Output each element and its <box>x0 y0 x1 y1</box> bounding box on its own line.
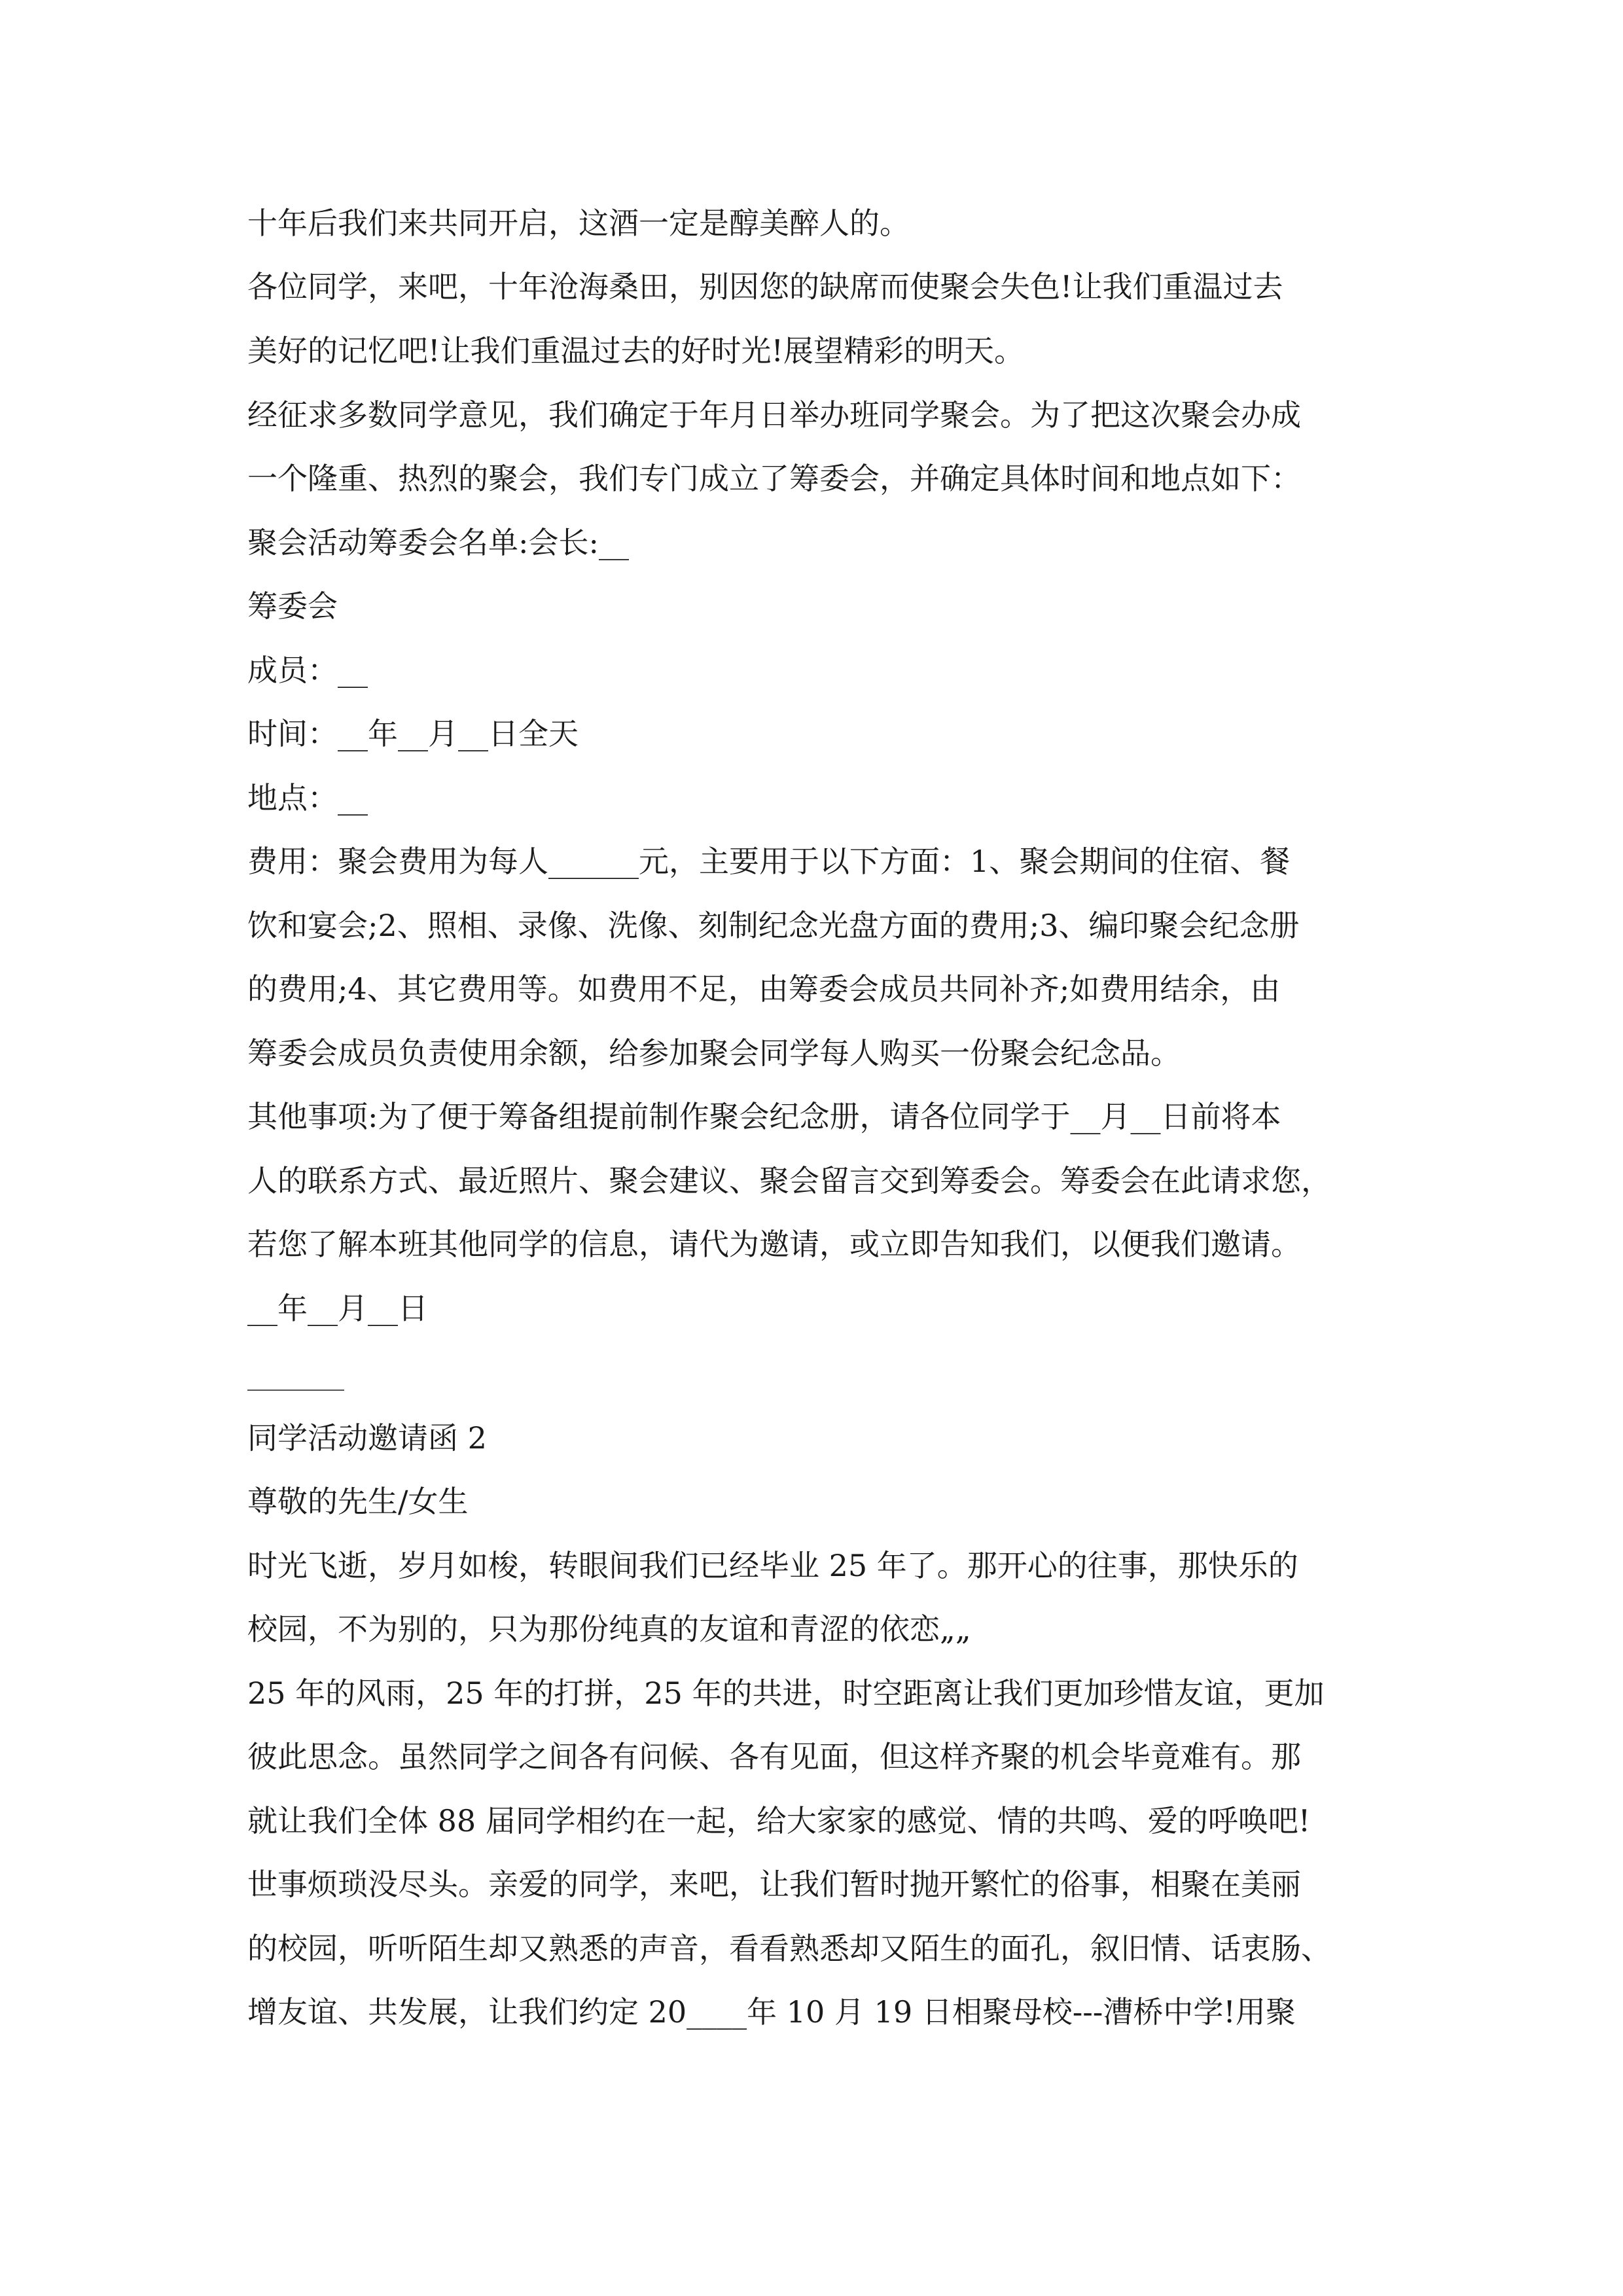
paragraph-line: 各位同学，来吧，十年沧海桑田，别因您的缺席而使聚会失色!让我们重温过去 <box>247 269 1283 304</box>
paragraph-line: 美好的记忆吧!让我们重温过去的好时光!展望精彩的明天。 <box>247 333 1024 368</box>
paragraph-line: 彼此思念。虽然同学之间各有问候、各有见面，但这样齐聚的机会毕竟难有。那 <box>247 1739 1301 1774</box>
paragraph-line: 一个隆重、热烈的聚会，我们专门成立了筹委会，并确定具体时间和地点如下： <box>247 461 1301 496</box>
paragraph-line: 就让我们全体 88 届同学相约在一起，给大家家的感觉、情的共鸣、爱的呼唤吧! <box>247 1803 1311 1839</box>
paragraph-line: 经征求多数同学意见，我们确定于年月日举办班同学聚会。为了把这次聚会办成 <box>247 397 1301 433</box>
paragraph-line: 增友谊、共发展，让我们约定 20____年 10 月 19 日相聚母校---漕桥中学!用聚 <box>247 1994 1296 2030</box>
fee-line: 费用：聚会费用为每人______元，主要用于以下方面：1、聚会期间的住宿、餐 <box>247 844 1291 879</box>
date-line: __年__月__日 <box>247 1291 428 1326</box>
paragraph-line: 25 年的风雨，25 年的打拼，25 年的共进，时空距离让我们更加珍惜友谊，更加 <box>247 1676 1325 1711</box>
fee-line: 饮和宴会;2、照相、录像、洗像、刻制纪念光盘方面的费用;3、编印聚会纪念册 <box>247 908 1300 943</box>
paragraph-line: 世事烦琐没尽头。亲爱的同学，来吧，让我们暂时抛开繁忙的俗事，相聚在美丽 <box>247 1867 1301 1902</box>
salutation-line: 尊敬的先生/女生 <box>247 1484 469 1519</box>
section-divider <box>247 1390 344 1391</box>
committee-line: 筹委会 <box>247 588 338 624</box>
other-matters-line: 人的联系方式、最近照片、聚会建议、聚会留言交到筹委会。筹委会在此请求您， <box>247 1163 1331 1198</box>
members-line: 成员：__ <box>247 653 368 688</box>
paragraph-line: 时光飞逝，岁月如梭，转眼间我们已经毕业 25 年了。那开心的往事，那快乐的 <box>247 1548 1298 1583</box>
committee-list-line: 聚会活动筹委会名单:会长:__ <box>247 525 629 560</box>
paragraph-line: 校园，不为别的，只为那份纯真的友谊和青涩的依恋„„ <box>247 1611 971 1647</box>
location-line: 地点：__ <box>247 780 368 816</box>
fee-line: 的费用;4、其它费用等。如费用不足，由筹委会成员共同补齐;如费用结余，由 <box>247 971 1281 1007</box>
section-title: 同学活动邀请函 2 <box>247 1420 487 1456</box>
time-line: 时间：__年__月__日全天 <box>247 716 579 751</box>
paragraph-line: 的校园，听听陌生却又熟悉的声音，看看熟悉却又陌生的面孔，叙旧情、话衷肠、 <box>247 1931 1331 1966</box>
paragraph-line: 十年后我们来共同开启，这酒一定是醇美醉人的。 <box>247 206 910 241</box>
fee-line: 筹委会成员负责使用余额，给参加聚会同学每人购买一份聚会纪念品。 <box>247 1035 1181 1071</box>
other-matters-line: 若您了解本班其他同学的信息，请代为邀请，或立即告知我们，以便我们邀请。 <box>247 1227 1301 1262</box>
other-matters-line: 其他事项:为了便于筹备组提前制作聚会纪念册，请各位同学于__月__日前将本 <box>247 1099 1281 1134</box>
